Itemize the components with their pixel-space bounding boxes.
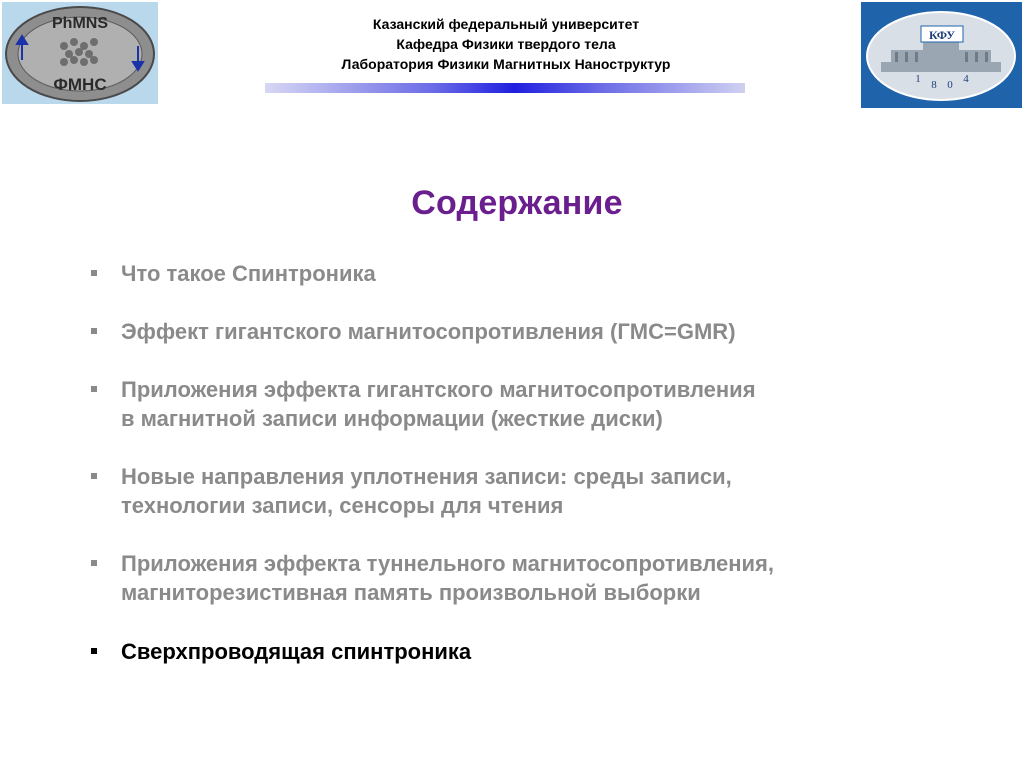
list-item-text: Сверхпроводящая спинтроника (121, 639, 472, 664)
list-item-text: Что такое Спинтроника (121, 261, 376, 286)
header-line-university: Казанский федеральный университет (372, 16, 640, 32)
svg-text:0: 0 (947, 79, 953, 91)
list-item (121, 549, 991, 607)
bullet-square-icon (91, 648, 97, 654)
lab-logo (2, 2, 158, 104)
bullet-square-icon (91, 560, 97, 566)
lab-logo-top-text: PhMNS (52, 15, 108, 32)
svg-text:1: 1 (915, 73, 921, 85)
lab-logo-bottom-text: ФМНС (53, 75, 107, 94)
svg-text:4: 4 (963, 73, 969, 85)
list-item (121, 375, 991, 433)
bullet-square-icon (91, 270, 97, 276)
university-logo-abbr: КФУ (928, 28, 956, 42)
bullet-square-icon (91, 328, 97, 334)
university-logo (861, 2, 1022, 108)
header-line-department: Кафедра Физики твердого тела (396, 36, 616, 52)
institution-header (266, 14, 746, 74)
bullet-square-icon (91, 386, 97, 392)
list-item-text: в магнитной записи информации (жесткие диски) (121, 406, 663, 431)
lab-logo-icon (2, 2, 158, 104)
svg-text:8: 8 (931, 79, 937, 91)
list-item-text: Приложения эффекта туннельного магнитосопротивления, (121, 551, 774, 576)
slide-title: Содержание (411, 184, 623, 222)
list-item-text: Новые направления уплотнения записи: среды записи, (121, 464, 732, 489)
university-logo-icon (861, 2, 1022, 108)
header-line-laboratory: Лаборатория Физики Магнитных Наноструктур (341, 56, 671, 72)
list-item-text: Эффект гигантского магнитосопротивления (ГМС=GMR) (121, 319, 736, 344)
list-item-text: Приложения эффекта гигантского магнитосопротивления (121, 377, 756, 402)
list-item-current (121, 637, 991, 666)
bullet-square-icon (91, 473, 97, 479)
list-item-text: магниторезистивная память произвольной выборки (121, 580, 701, 605)
list-item (121, 317, 991, 346)
list-item (121, 462, 991, 520)
header-gradient-bar (265, 83, 745, 93)
list-item-text: технологии записи, сенсоры для чтения (121, 493, 564, 518)
list-item (121, 259, 991, 288)
